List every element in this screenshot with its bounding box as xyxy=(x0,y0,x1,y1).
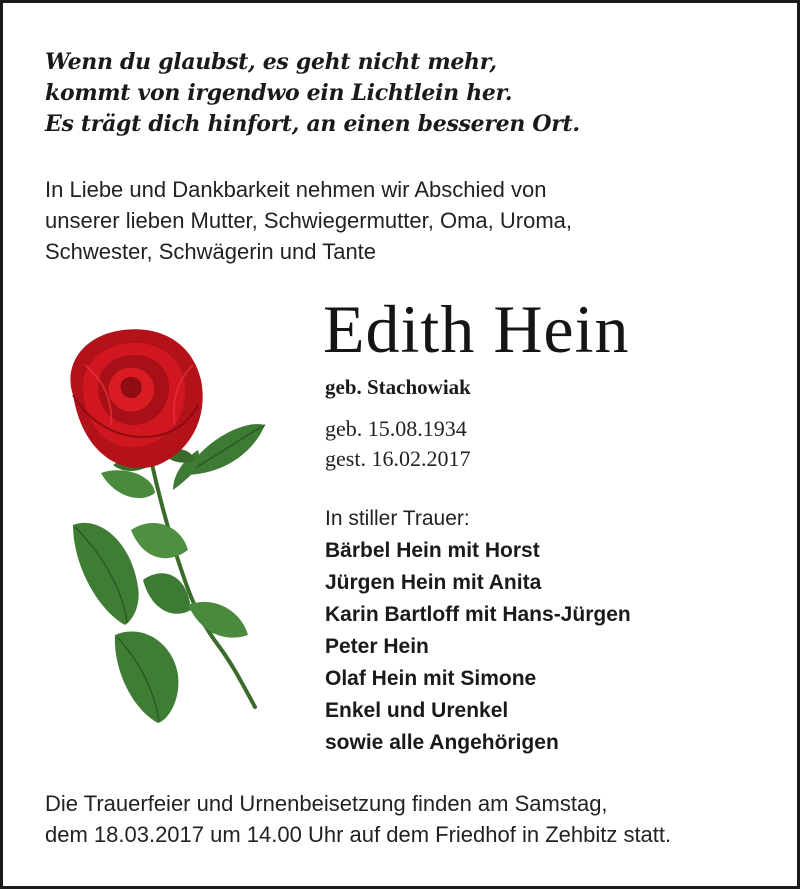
poem-line: kommt von irgendwo ein Lichtlein her. xyxy=(45,80,513,106)
mourner-name: Karin Bartloff mit Hans-Jürgen xyxy=(325,603,631,626)
mourners-lead: In stiller Trauer: xyxy=(325,507,470,530)
poem-line: Es trägt dich hinfort, an einen besseren Ort. xyxy=(45,111,580,137)
intro-line: unserer lieben Mutter, Schwiegermutter, Oma, Uroma, xyxy=(45,208,572,233)
intro-text xyxy=(45,174,572,267)
deceased-name: Edith Hein xyxy=(323,291,630,367)
life-dates xyxy=(325,414,470,474)
mourner-name: Jürgen Hein mit Anita xyxy=(325,571,542,594)
poem xyxy=(45,47,580,140)
death-date: gest. 16.02.2017 xyxy=(325,446,471,471)
mourner-name: Bärbel Hein mit Horst xyxy=(325,539,540,562)
funeral-line: dem 18.03.2017 um 14.00 Uhr auf dem Friedhof in Zehbitz statt. xyxy=(45,822,672,847)
mourners-list xyxy=(325,503,631,759)
red-rose-icon xyxy=(43,325,273,725)
intro-line: Schwester, Schwägerin und Tante xyxy=(45,239,377,264)
maiden-name: geb. Stachowiak xyxy=(325,375,471,399)
funeral-info xyxy=(45,788,671,850)
mourner-name: Olaf Hein mit Simone xyxy=(325,667,537,690)
intro-line: In Liebe und Dankbarkeit nehmen wir Abschied von xyxy=(45,177,547,202)
mourner-name: Peter Hein xyxy=(325,635,429,658)
poem-line: Wenn du glaubst, es geht nicht mehr, xyxy=(45,49,497,75)
birth-date: geb. 15.08.1934 xyxy=(325,416,467,441)
funeral-line: Die Trauerfeier und Urnenbeisetzung finden am Samstag, xyxy=(45,791,608,816)
mourner-name: sowie alle Angehörigen xyxy=(325,731,559,754)
mourner-name: Enkel und Urenkel xyxy=(325,699,509,722)
